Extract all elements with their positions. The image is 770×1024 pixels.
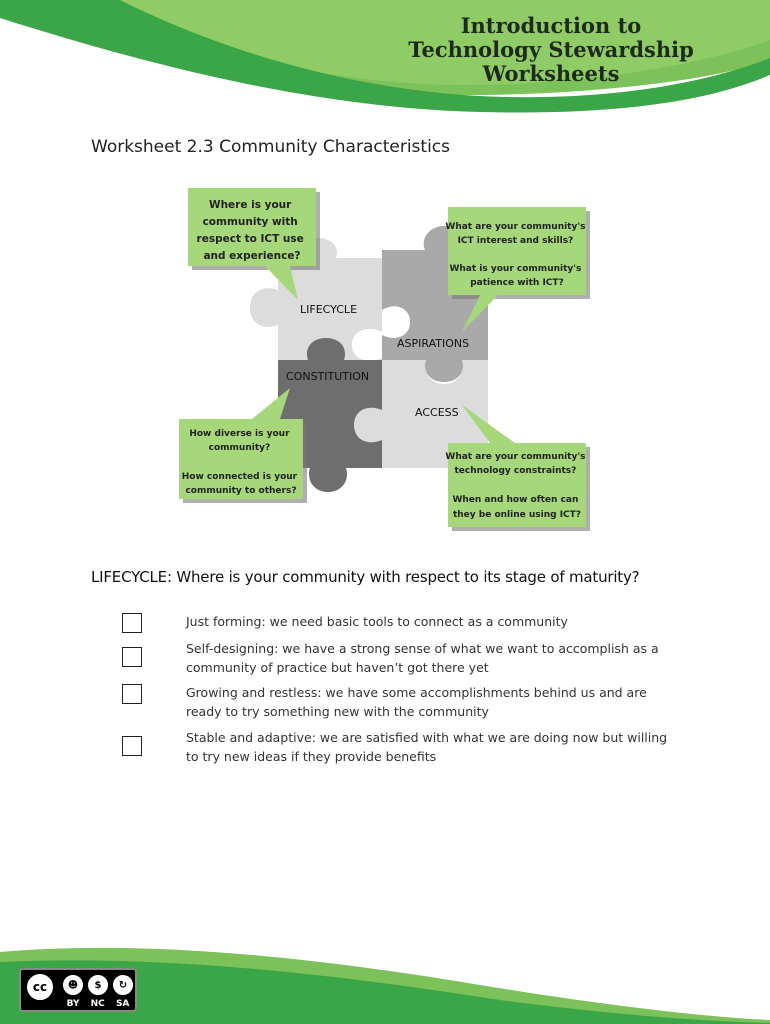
bubble-aspirations-line-1: What are your community's <box>445 222 586 232</box>
label-lifecycle: LIFECYCLE <box>300 303 358 316</box>
option-label-growing-restless: Growing and restless: we have some accomplishments behind us and are ready to try something new with the community <box>186 685 647 719</box>
bubble-aspirations-line-5: patience with ICT? <box>470 278 564 288</box>
cc-icon: cc <box>25 972 55 1002</box>
bubble-aspirations-line-4: What is your community's <box>449 264 582 274</box>
bubble-aspirations-line-2: ICT interest and skills? <box>457 236 574 246</box>
bubble-constitution-line-1: How diverse is your <box>189 429 290 439</box>
bubble-access-line-2: technology constraints? <box>454 466 577 476</box>
cc-label-by: BY <box>66 999 80 1009</box>
worksheet-title: Worksheet 2.3 Community Characteristics <box>91 137 451 157</box>
bubble-constitution-line-5: community to others? <box>185 486 297 496</box>
label-constitution: CONSTITUTION <box>286 370 370 383</box>
lifecycle-heading: LIFECYCLE: Where is your community with respect to its stage of maturity? <box>91 568 640 586</box>
share-alike-icon: ↻ <box>111 973 135 997</box>
bubble-constitution-line-2: community? <box>208 443 271 453</box>
bubble-lifecycle-line-1: Where is your <box>208 199 292 211</box>
cc-label-nc: NC <box>90 999 105 1009</box>
label-aspirations: ASPIRATIONS <box>397 337 470 350</box>
bubble-access-line-1: What are your community's <box>445 452 586 462</box>
bubble-lifecycle-line-2: community with <box>202 216 298 228</box>
option-label-stable-adaptive: Stable and adaptive: we are satisfied with what we are doing now but willing to try new ideas if they provide benefits <box>186 730 668 764</box>
title-line-3: Worksheets <box>482 61 620 86</box>
title-line-1: Introduction to <box>460 13 642 38</box>
bubble-lifecycle-line-3: respect to ICT use <box>196 233 304 245</box>
option-label-self-designing: Self-designing: we have a strong sense of what we want to accomplish as a community of practice but haven’t got there yet <box>186 641 659 675</box>
bubble-lifecycle-line-4: and experience? <box>203 250 301 262</box>
label-access: ACCESS <box>415 406 459 419</box>
cc-label-sa: SA <box>115 999 130 1009</box>
bubble-access-line-4: When and how often can <box>452 495 579 505</box>
non-commercial-icon: $ <box>86 973 110 997</box>
cc-license-badge <box>19 968 137 1012</box>
bubble-access-line-5: they be online using ICT? <box>452 510 582 520</box>
bubble-constitution-line-4: How connected is your <box>181 472 298 482</box>
by-attribution-icon: ☻ <box>61 973 85 997</box>
option-label-just-forming: Just forming: we need basic tools to connect as a community <box>186 614 568 629</box>
title-line-2: Technology Stewardship <box>408 37 694 62</box>
cc-labels <box>61 999 135 1009</box>
